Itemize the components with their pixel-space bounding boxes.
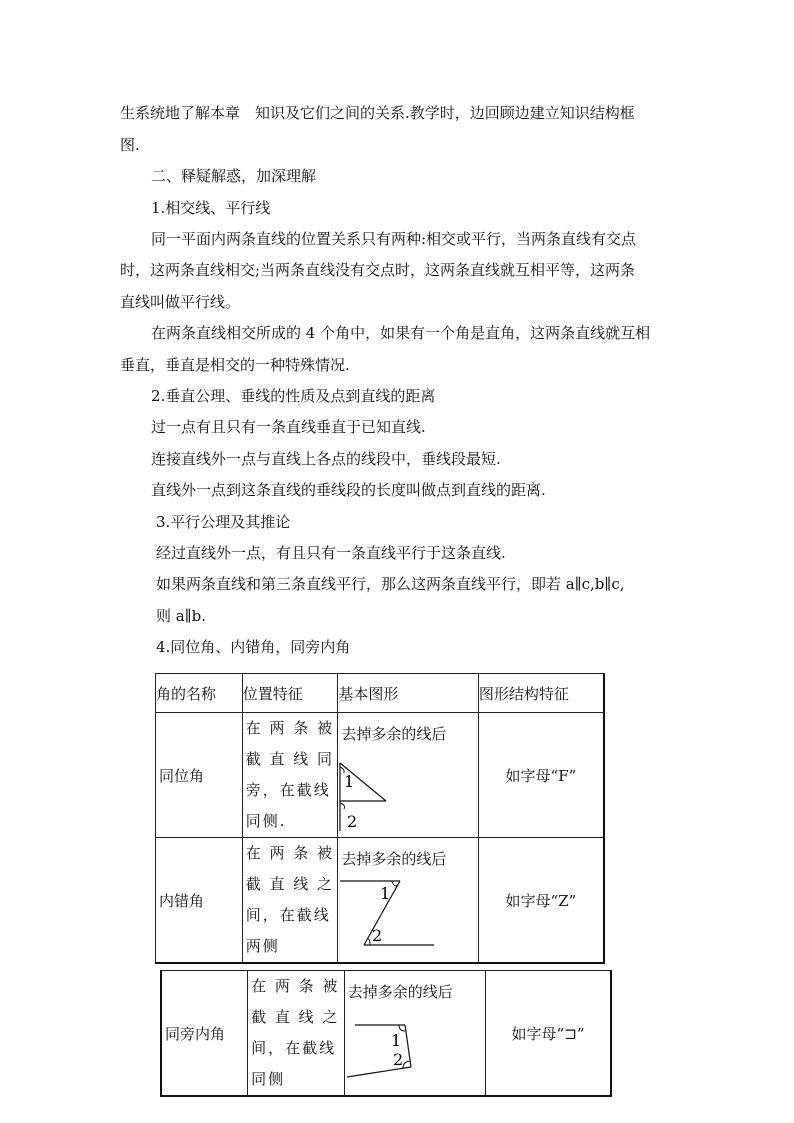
table-row — [161, 971, 611, 1097]
paragraph-line: 连接直线外一点与直线上各点的线段中，垂线段最短. — [151, 450, 501, 468]
paragraph-line: 垂直，垂直是相交的一种特殊情况. — [120, 356, 350, 374]
position-line: 截 直 线 之 — [245, 875, 334, 893]
subsection-heading: 3.平行公理及其推论 — [156, 513, 291, 531]
header-cell: 角的名称 — [156, 674, 243, 713]
angle-label-1: 1 — [390, 1031, 401, 1050]
paragraph-line: 生系统地了解本章 知识及它们之间的关系.教学时，边回顾边建立知识结构框 — [120, 104, 635, 122]
angle-table-continued — [160, 970, 612, 1097]
position-line: 间，在截线 — [251, 1039, 337, 1057]
position-line: 同侧. — [245, 812, 287, 830]
angle-label-2: 2 — [347, 812, 358, 831]
position-line: 在 两 条 被 — [251, 977, 340, 995]
shape-caption: 去掉多余的线后 — [341, 850, 447, 868]
table-header-row — [156, 674, 605, 713]
angle-label-1: 1 — [380, 884, 391, 903]
paragraph-line: 如果两条直线和第三条直线平行，那么这两条直线平行，即若 a∥c,b∥c, — [156, 575, 625, 593]
shape-caption: 去掉多余的线后 — [347, 983, 453, 1001]
angle-label-1: 1 — [344, 772, 355, 791]
alternate-angles-figure — [338, 838, 479, 962]
position-line: 旁，在截线 — [245, 781, 331, 799]
subsection-heading: 1.相交线、平行线 — [151, 199, 271, 217]
structure-feature: 如字母“Z” — [478, 838, 604, 964]
angle-label-2: 2 — [392, 1050, 403, 1069]
angle-name: 同位角 — [156, 713, 243, 838]
angle-label-2: 2 — [372, 926, 383, 945]
paragraph-line: 时，这两条直线相交;当两条直线没有交点时，这两条直线就互相平等，这两条 — [120, 261, 636, 279]
section-heading: 二、释疑解惑，加深理解 — [151, 167, 317, 185]
position-line: 截 直 线 同 — [245, 750, 334, 768]
subsection-heading: 4.同位角、内错角，同旁内角 — [156, 638, 351, 656]
shape-caption: 去掉多余的线后 — [341, 725, 447, 743]
basic-shape-cell — [344, 971, 485, 1097]
paragraph-line: 则 a∥b. — [156, 607, 207, 625]
position-line: 同侧 — [251, 1070, 286, 1088]
structure-feature: 如字母“F” — [478, 713, 604, 838]
paragraph-line: 经过直线外一点，有且只有一条直线平行于这条直线. — [156, 544, 506, 562]
position-feature — [242, 838, 338, 964]
position-feature — [242, 713, 338, 838]
same-side-interior-figure — [345, 971, 487, 1095]
header-cell: 基本图形 — [338, 674, 478, 713]
paragraph-line: 同一平面内两条直线的位置关系只有两种:相交或平行，当两条直线有交点 — [151, 230, 637, 248]
position-feature — [248, 971, 345, 1097]
position-line: 在 两 条 被 — [245, 844, 334, 862]
paragraph-line: 过一点有且只有一条直线垂直于已知直线. — [151, 418, 426, 436]
corresponding-angles-figure — [338, 713, 479, 837]
table-row — [156, 713, 605, 838]
paragraph-line: 直线叫做平行线。 — [120, 293, 241, 311]
angle-name: 同旁内角 — [161, 971, 248, 1097]
paragraph-line: 图. — [120, 136, 140, 154]
table-row — [156, 838, 605, 964]
paragraph-line: 直线外一点到这条直线的垂线段的长度叫做点到直线的距离. — [151, 481, 546, 499]
basic-shape-cell — [338, 713, 478, 838]
subsection-heading: 2.垂直公理、垂线的性质及点到直线的距离 — [151, 387, 436, 405]
structure-feature: 如字母“⊐” — [485, 971, 611, 1097]
basic-shape-cell — [338, 838, 478, 964]
header-cell: 位置特征 — [242, 674, 338, 713]
header-cell: 图形结构特征 — [478, 674, 604, 713]
position-line: 间，在截线 — [245, 906, 331, 924]
angle-table — [155, 673, 605, 964]
position-line: 在 两 条 被 — [245, 719, 334, 737]
position-line: 截 直 线 之 — [251, 1008, 340, 1026]
position-line: 两侧 — [245, 937, 280, 955]
paragraph-line: 在两条直线相交所成的 4 个角中，如果有一个角是直角，这两条直线就互相 — [151, 324, 651, 342]
angle-name: 内错角 — [156, 838, 243, 964]
